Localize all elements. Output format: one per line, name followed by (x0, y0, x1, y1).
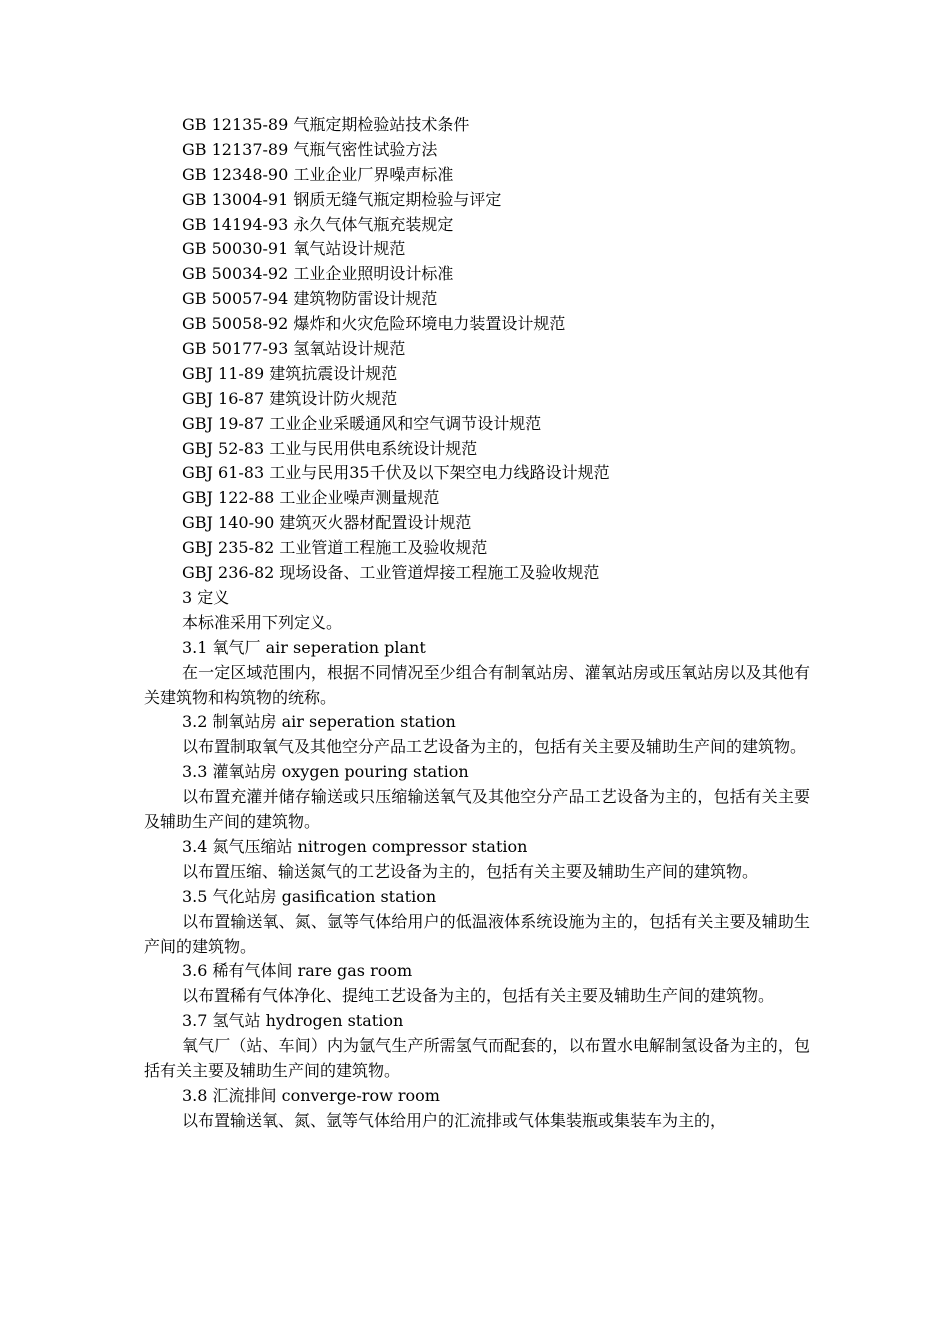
definition-term: 3.2 制氧站房 air seperation station (182, 712, 456, 732)
definition-text: 以布置输送氧、氮、氩等气体给用户的汇流排或气体集装瓶或集装车为主的， (182, 1110, 727, 1130)
reference-list (144, 113, 810, 586)
definition-item (144, 835, 810, 885)
section-heading: 3 定义 (182, 587, 230, 607)
reference-item: GB 50058-92 爆炸和火灾危险环境电力装置设计规范 (182, 314, 566, 334)
definition-item (144, 885, 810, 960)
definition-item (144, 636, 810, 711)
definition-term: 3.6 稀有气体间 rare gas room (182, 961, 413, 981)
definition-term: 3.1 氧气厂 air seperation plant (182, 637, 426, 657)
definition-text: 氧气厂（站、车间）内为氩气生产所需氢气而配套的，以布置水电解制氢设备为主的，包括有关主要及辅助生产间的建筑物。 (144, 1036, 810, 1080)
definition-term: 3.8 汇流排间 converge-row room (182, 1085, 440, 1105)
definition-item (144, 1084, 810, 1134)
definition-term: 3.7 氢气站 hydrogen station (182, 1011, 404, 1031)
reference-item: GBJ 140-90 建筑灭火器材配置设计规范 (182, 513, 472, 533)
reference-item: GBJ 235-82 工业管道工程施工及验收规范 (182, 538, 488, 558)
definition-item (144, 959, 810, 1009)
reference-item: GB 14194-93 永久气体气瓶充装规定 (182, 214, 454, 234)
definition-text: 以布置压缩、输送氮气的工艺设备为主的，包括有关主要及辅助生产间的建筑物。 (182, 861, 759, 881)
definition-term: 3.3 灌氧站房 oxygen pouring station (182, 762, 469, 782)
definition-text: 以布置制取氧气及其他空分产品工艺设备为主的，包括有关主要及辅助生产间的建筑物。 (182, 737, 807, 757)
definitions-list (144, 636, 810, 1134)
section-intro: 本标准采用下列定义。 (182, 612, 343, 632)
document-body (144, 113, 810, 1134)
definition-text: 以布置输送氧、氮、氩等气体给用户的低温液体系统设施为主的，包括有关主要及辅助生产间的建筑物。 (144, 911, 810, 956)
reference-item: GB 50057-94 建筑物防雷设计规范 (182, 289, 438, 309)
reference-item: GBJ 19-87 工业企业采暖通风和空气调节设计规范 (182, 413, 542, 433)
reference-item: GBJ 52-83 工业与民用供电系统设计规范 (182, 438, 478, 458)
definition-item (144, 710, 810, 760)
reference-item: GB 50177-93 氢氧站设计规范 (182, 339, 406, 359)
reference-item: GBJ 122-88 工业企业噪声测量规范 (182, 488, 440, 508)
reference-item: GB 12137-89 气瓶气密性试验方法 (182, 139, 438, 159)
reference-item: GB 12348-90 工业企业厂界噪声标准 (182, 164, 454, 184)
reference-item: GB 13004-91 钢质无缝气瓶定期检验与评定 (182, 189, 502, 209)
definition-item (144, 1009, 810, 1084)
definition-item (144, 760, 810, 835)
definition-text: 以布置稀有气体净化、提纯工艺设备为主的，包括有关主要及辅助生产间的建筑物。 (182, 986, 775, 1006)
reference-item: GBJ 236-82 现场设备、工业管道焊接工程施工及验收规范 (182, 563, 600, 583)
reference-item: GB 12135-89 气瓶定期检验站技术条件 (182, 115, 470, 134)
reference-item: GBJ 11-89 建筑抗震设计规范 (182, 363, 398, 383)
reference-item: GB 50034-92 工业企业照明设计标准 (182, 264, 454, 284)
definition-term: 3.5 气化站房 gasification station (182, 886, 437, 906)
definition-text: 以布置充灌并储存输送或只压缩输送氧气及其他空分产品工艺设备为主的，包括有关主要及辅助生产间的建筑物。 (144, 787, 810, 831)
reference-item: GBJ 16-87 建筑设计防火规范 (182, 388, 398, 408)
definition-text: 在一定区域范围内，根据不同情况至少组合有制氧站房、灌氧站房或压氧站房以及其他有关建筑物和构筑物的统称。 (144, 662, 810, 707)
reference-item: GB 50030-91 氧气站设计规范 (182, 239, 406, 259)
reference-item: GBJ 61-83 工业与民用35千伏及以下架空电力线路设计规范 (182, 463, 610, 483)
definition-term: 3.4 氮气压缩站 nitrogen compressor station (182, 836, 528, 856)
